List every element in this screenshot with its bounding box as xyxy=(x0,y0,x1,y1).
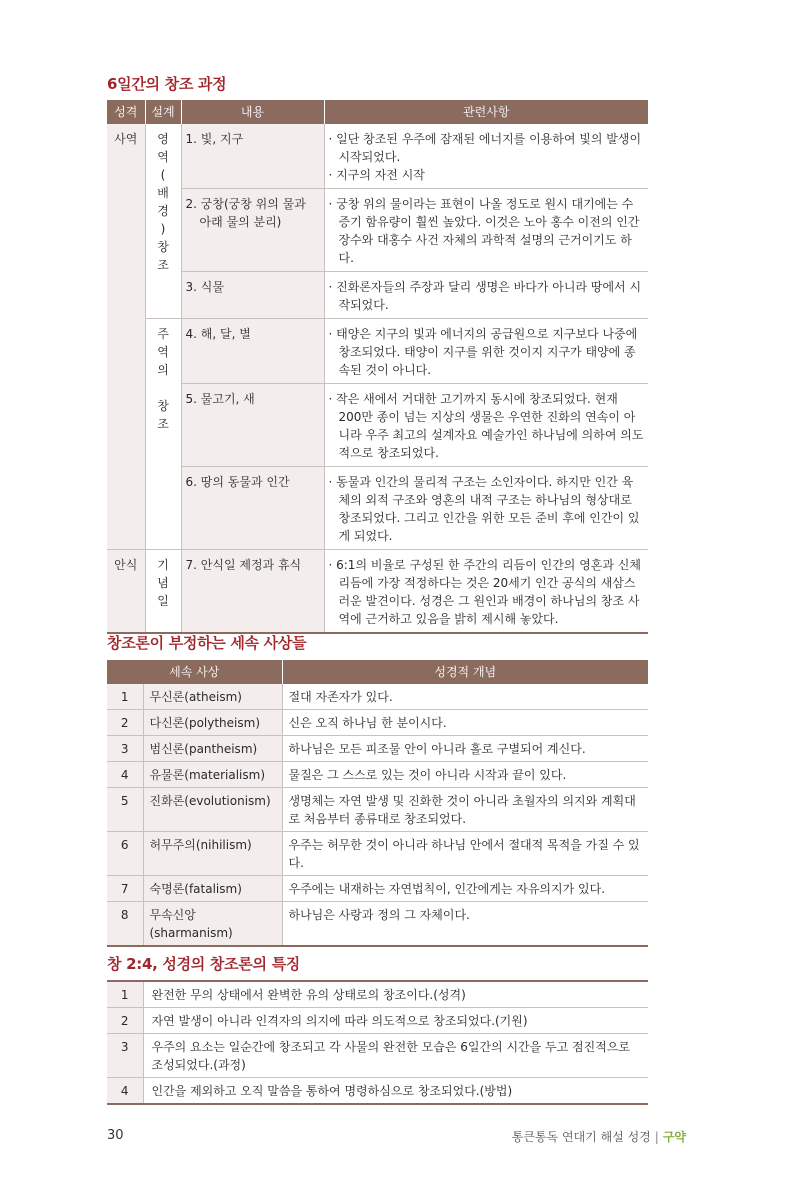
table-row xyxy=(107,550,648,634)
running-footer xyxy=(512,1128,686,1145)
notes-cell: · 궁창 위의 물이라는 표현이 나올 정도로 원시 대기에는 수증기 함유량이 훨씬 높았다. 이것은 노아 홍수 이전의 인간 장수와 대홍수 사건 자체의 과학적 설명의 근거이기도 하다. xyxy=(324,189,648,272)
table-header-row xyxy=(107,100,648,124)
section-title-creation-features: 창 2:4, 성경의 창조론의 특징 xyxy=(107,955,300,973)
group-work: 사역 xyxy=(107,124,145,550)
table-row: 1 완전한 무의 상태에서 완벽한 유의 상태로의 창조이다.(성격) xyxy=(107,981,648,1008)
notes-cell: · 진화론자들의 주장과 달리 생명은 바다가 아니라 땅에서 시작되었다. xyxy=(324,272,648,319)
table-row xyxy=(107,319,648,384)
table-row: 6 허무주의(nihilism) 우주는 허무한 것이 아니라 하나님 안에서 절대적 목적을 가질 수 있다. xyxy=(107,832,648,876)
creation-process-table xyxy=(107,100,648,634)
table-row xyxy=(107,124,648,189)
table-row xyxy=(107,467,648,550)
header-nature: 성격 xyxy=(107,100,145,124)
content-cell: 2. 궁창(궁창 위의 물과 아래 물의 분리) xyxy=(181,189,324,272)
header-biblical-concept: 성경적 개념 xyxy=(282,660,648,684)
content-cell: 4. 해, 달, 별 xyxy=(181,319,324,384)
header-notes: 관련사항 xyxy=(324,100,648,124)
header-content: 내용 xyxy=(181,100,324,124)
page-number: 30 xyxy=(107,1128,124,1143)
header-design: 설계 xyxy=(145,100,181,124)
table-row: 4 유물론(materialism) 물질은 그 스스로 있는 것이 아니라 시작과 끝이 있다. xyxy=(107,762,648,788)
table-row: 3 우주의 요소는 일순간에 창조되고 각 사물의 완전한 모습은 6일간의 시간을 두고 점진적으로 조성되었다.(과정) xyxy=(107,1034,648,1078)
creation-features-table xyxy=(107,980,648,1105)
design-main-creation: 주 역 의 창 조 xyxy=(145,319,181,550)
table-row: 2 자연 발생이 아니라 인격자의 의지에 따라 의도적으로 창조되었다.(기원) xyxy=(107,1008,648,1034)
table-row: 7 숙명론(fatalism) 우주에는 내재하는 자연법칙이, 인간에게는 자유의지가 있다. xyxy=(107,876,648,902)
table-row: 1 무신론(atheism) 절대 자존자가 있다. xyxy=(107,684,648,710)
footer-separator: | xyxy=(654,1130,659,1144)
design-memorial-day: 기 념 일 xyxy=(145,550,181,634)
table-row: 4 인간을 제외하고 오직 말씀을 통하여 명령하심으로 창조되었다.(방법) xyxy=(107,1078,648,1105)
notes-cell: · 일단 창조된 우주에 잠재된 에너지를 이용하여 빛의 발생이 시작되었다. · 지구의 자전 시작 xyxy=(324,124,648,189)
notes-cell: · 작은 새에서 거대한 고기까지 동시에 창조되었다. 현재 200만 종이 넘는 지상의 생물은 우연한 진화의 연속이 아니라 우주 최고의 설계자요 예술가인 하나님에 의하여 의도적으로 창조되었다. xyxy=(324,384,648,467)
table-row xyxy=(107,384,648,467)
book-title: 통큰통독 연대기 해설 성경 xyxy=(511,1130,651,1144)
notes-cell: · 태양은 지구의 빛과 에너지의 공급원으로 지구보다 나중에 창조되었다. 태양이 지구를 위한 것이지 지구가 태양에 종속된 것이 아니다. xyxy=(324,319,648,384)
secular-ideas-table xyxy=(107,660,648,947)
header-secular-idea: 세속 사상 xyxy=(107,660,282,684)
table-row xyxy=(107,189,648,272)
part-label: 구약 xyxy=(662,1130,686,1144)
table-row: 8 무속신앙(sharmanism) 하나님은 사랑과 정의 그 자체이다. xyxy=(107,902,648,947)
table-row xyxy=(107,272,648,319)
section-title-creation-process: 6일간의 창조 과정 xyxy=(107,75,227,93)
table-row: 3 범신론(pantheism) 하나님은 모든 피조물 안이 아니라 홀로 구별되어 계신다. xyxy=(107,736,648,762)
notes-cell: · 동물과 인간의 물리적 구조는 소인자이다. 하지만 인간 육체의 외적 구조와 영혼의 내적 구조는 하나님의 형상대로 창조되었다. 그리고 인간을 위한 모든 준비 후에 인간이 있게 되었다. xyxy=(324,467,648,550)
table-row: 2 다신론(polytheism) 신은 오직 하나님 한 분이시다. xyxy=(107,710,648,736)
table-row: 5 진화론(evolutionism) 생명체는 자연 발생 및 진화한 것이 아니라 초월자의 의지와 계획대로 처음부터 종류대로 창조되었다. xyxy=(107,788,648,832)
table-header-row xyxy=(107,660,648,684)
content-cell: 5. 물고기, 새 xyxy=(181,384,324,467)
group-rest: 안식 xyxy=(107,550,145,634)
content-cell: 7. 안식일 제정과 휴식 xyxy=(181,550,324,634)
design-background-creation: 영 역 ( 배 경 ) 창 조 xyxy=(145,124,181,319)
notes-cell: · 6:1의 비율로 구성된 한 주간의 리듬이 인간의 영혼과 신체 리듬에 가장 적정하다는 것은 20세기 인간 공식의 새삼스러운 발견이다. 성경은 그 원인과 배경이 하나님의 창조 사역에 근거하고 있음을 밝히 제시해 놓았다. xyxy=(324,550,648,634)
section-title-secular-ideas: 창조론이 부정하는 세속 사상들 xyxy=(107,634,307,652)
content-cell: 1. 빛, 지구 xyxy=(181,124,324,189)
content-cell: 3. 식물 xyxy=(181,272,324,319)
content-cell: 6. 땅의 동물과 인간 xyxy=(181,467,324,550)
